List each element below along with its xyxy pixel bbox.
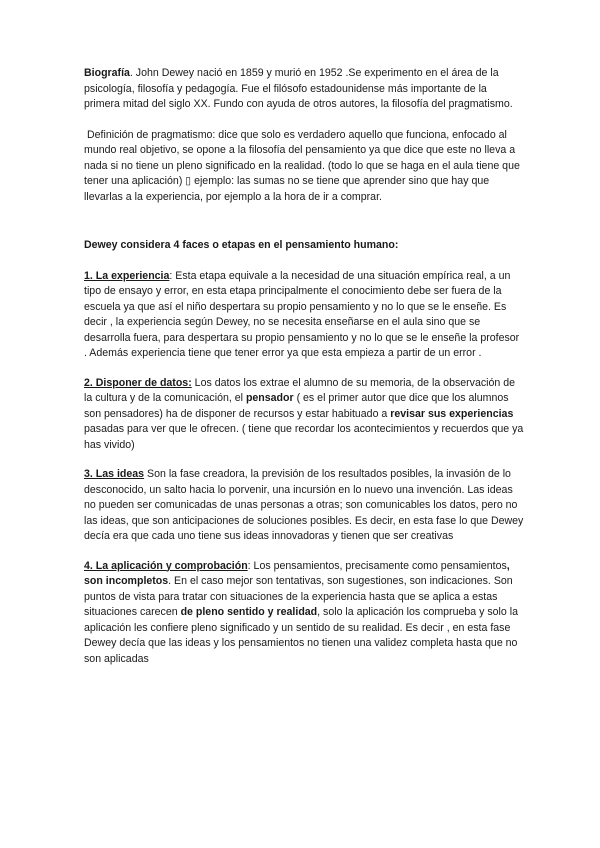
stage-experience-text: : Esta etapa equivale a la necesidad de una situación empírica real, a un tipo de ensayo y error, en esta etapa principalmente el conocimiento debe ser fuera de la escuela ya que así el niño despertara su propio pensamiento y no lo que se le enseñe. Es decir , la experiencia según Dewey, no se necesita enseñarse en el aula sino que se desarrolla fuera, para despertara su propio pensamiento y no lo que se le enseñe la profesor . Además experiencia tiene que tener error ya que esta empieza a partir de un error . (84, 269, 520, 359)
biography-label: Biografía (84, 67, 130, 79)
stage-application: 4. La aplicación y comprobación: Los pensamientos, precisamente como pensamientos, son incompletos. En el caso mejor son tentativas, son sugestiones, son indicaciones. Son puntos de vista para tratar con situaciones de la experiencia hasta que se aplica a estas situaciones carecen de pleno sentido y realidad, solo la aplicación los comprueba y solo la aplicación les confiere pleno significado y un sentido de su realidad. Es decir , en esta fase Dewey decía que las ideas y los pensamientos no tienen una validez completa hasta que no son aplicadas (84, 559, 518, 665)
stage-data-label: 2. Disponer de datos: (84, 376, 192, 389)
revisar-experiencias-term: revisar sus experiencias (390, 407, 514, 420)
stage-experience-label: 1. La experiencia (84, 269, 170, 282)
biography-paragraph (84, 66, 524, 113)
stage-experience (84, 269, 524, 362)
stage-ideas (84, 467, 524, 545)
biography-text: . John Dewey nació en 1859 y murió en 1952 .Se experimento en el área de la psicología, filosofía y pedagogía. Fue el filósofo estadounidense más importante de la primera mitad del siglo XX. Fundo con ayuda de otros autores, la filosofía del pragmatismo. (84, 67, 513, 110)
pensador-term: pensador (245, 392, 294, 404)
stage-data: 2. Disponer de datos: Los datos los extrae el alumno de su memoria, de la observación de la cultura y de la comunicación, el pensador ( es el primer autor que dice que los alumnos son pensadores) ha de disponer de recursos y estar habituado a revisar sus experiencias pasadas para ver que le ofrecen. ( tiene que recordar los acontecimientos y recuerdos que ya has vivido) (84, 376, 524, 451)
stage-ideas-label: 3. Las ideas (84, 468, 145, 480)
pleno-sentido-term: de pleno sentido y realidad (180, 606, 318, 618)
pragmatism-definition-paragraph (84, 128, 524, 206)
stage-ideas-text: Son la fase creadora, la previsión de los resultados posibles, la invasión de lo desconocido, un salto hacia lo porvenir, una incursión en lo nuevo una invención. Las ideas no pueden ser comunicadas de unas personas a otras; son comunicables los datos, pero no las ideas, que son anticipaciones de soluciones posibles. Es decir, en esta fase lo que Dewey decía era que cada uno tiene sus ideas innovadoras y tienen que ser creativas (84, 468, 524, 542)
son-incompletos-term: , son incompletos (84, 559, 510, 587)
pragmatism-definition-text: Definición de pragmatismo: dice que solo es verdadero aquello que funciona, enfocado al mundo real objetivo, se opone a la filosofía del pensamiento ya que dice que este no lleva a nada si no tiene un pleno significado en la realidad. (todo lo que se haga en el aula tiene que tener una aplicación) ▯ ejemplo: las sumas no se tiene que aprender sino que hay que llevarlas a la experiencia, por ejemplo a la hora de ir a comprar. (84, 128, 520, 203)
stage-application-label: 4. La aplicación y comprobación (84, 559, 248, 572)
section-heading: Dewey considera 4 faces o etapas en el pensamiento humano: (84, 239, 399, 251)
document-page (84, 66, 524, 681)
